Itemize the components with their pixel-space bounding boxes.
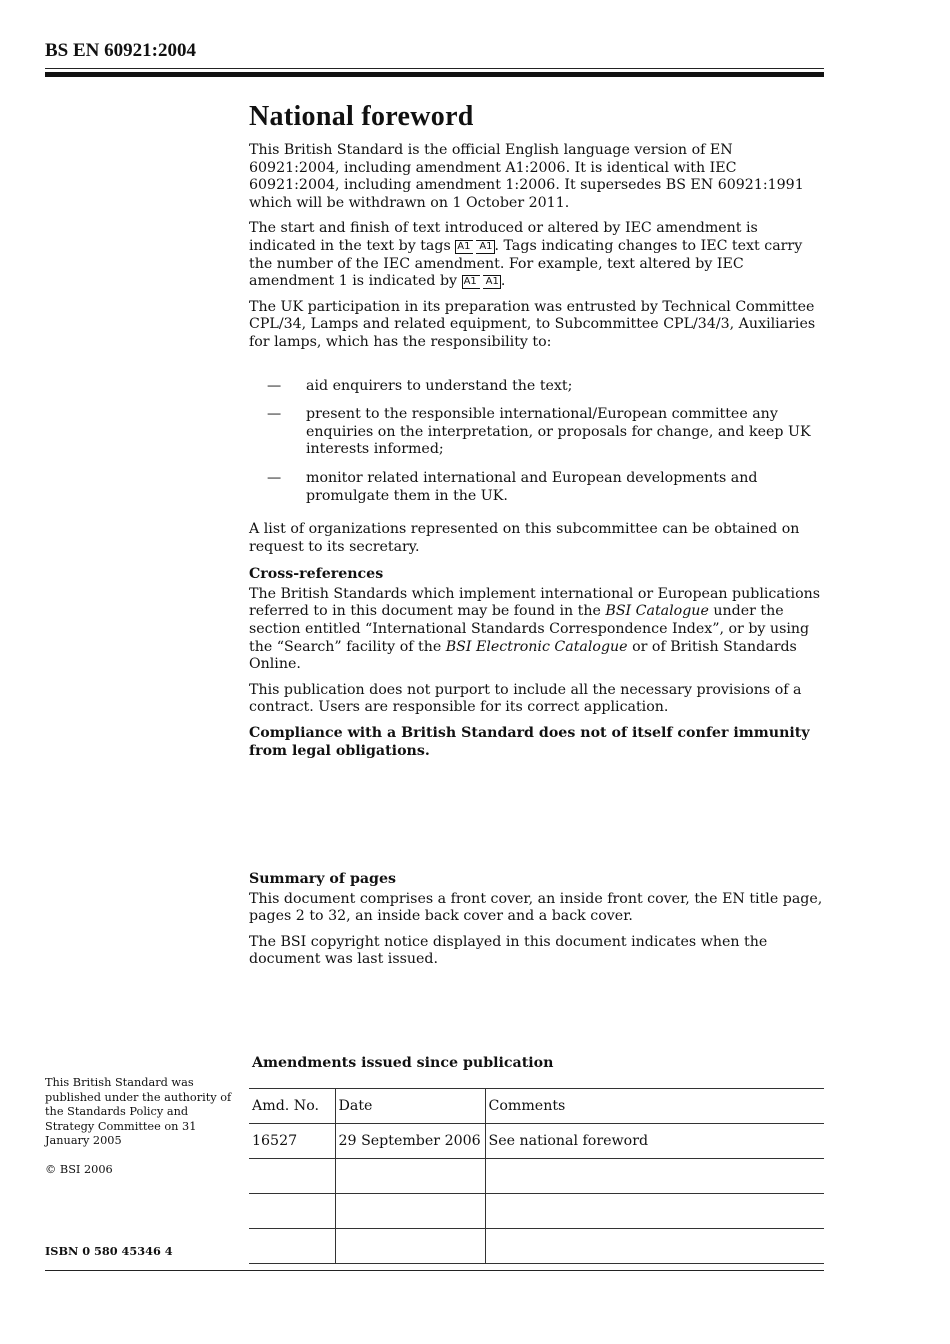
organizations-paragraph: A list of organizations represented on this subcommittee can be obtained on request to its secretary.	[249, 521, 800, 555]
cross-references-heading: Cross-references	[249, 566, 384, 583]
dash-icon: —	[267, 377, 282, 394]
amendment-tags-paragraph	[249, 220, 824, 290]
bsi-electronic-catalogue-title: BSI Electronic Catalogue	[445, 638, 628, 655]
summary-pages-paragraph: This document comprises a front cover, an inside front cover, the EN title page, pages 2 to 32, an inside back cover and a back cover.	[249, 890, 823, 925]
list-item: — present to the responsible international/European committee any enquiries on the interpretation, or proposals for change, and keep UK interests informed;	[267, 406, 811, 458]
cross-references-paragraph: The British Standards which implement international or European publications referred to in this document may be found in the BSI Catalogue under the section entitled “International Standards Correspondence Index”, or by using the “Search” facility of the BSI Electronic Catalogue or of British Standards Online.	[249, 585, 821, 673]
page-title: National foreword	[249, 101, 474, 132]
summary-heading: Summary of pages	[249, 871, 396, 887]
comments-cell: See national foreword	[485, 1124, 824, 1159]
foreword-section	[249, 100, 824, 768]
copyright-line: © BSI 2006	[45, 1162, 113, 1176]
table-row	[249, 1159, 824, 1194]
publication-sidebar	[45, 1076, 235, 1177]
amendments-title: Amendments issued since publication	[252, 1055, 554, 1071]
dash-icon: —	[267, 469, 282, 486]
publication-authority: This British Standard was published under the authority of the Standards Policy and Strategy Committee on 31 January 2005	[45, 1076, 232, 1147]
amendment-close-tag-icon: A1	[476, 240, 494, 254]
summary-section	[249, 871, 824, 977]
header-amd-no: Amd. No.	[249, 1089, 335, 1124]
copyright-notice-paragraph: The BSI copyright notice displayed in this document indicates when the document was last issued.	[249, 933, 768, 968]
document-code: BS EN 60921:2004	[45, 40, 196, 61]
amendment-text-c: .	[500, 273, 506, 290]
header-rule-thick	[45, 72, 824, 77]
amendment-open-tag-icon: A1	[455, 240, 473, 254]
intro-paragraph: This British Standard is the official English language version of EN 60921:2004, including amendment A1:2006. It is identical with IEC 60921:2004, including amendment 1:2006. It supersedes BS EN 60921:1991 which will be withdrawn on 1 October 2011.	[249, 142, 804, 211]
amendment-text-a: The start and finish of text introduced or altered by IEC amendment is indicated in the text by tags	[249, 220, 758, 254]
date-cell: 29 September 2006	[335, 1124, 485, 1159]
list-item: — aid enquirers to understand the text;	[267, 377, 573, 394]
contract-paragraph: This publication does not purport to include all the necessary provisions of a contract. Users are responsible for its correct application.	[249, 681, 802, 716]
responsibilities-list	[249, 378, 824, 506]
committee-paragraph: The UK participation in its preparation was entrusted by Technical Committee CPL/34, Lamps and related equipment, to Subcommittee CPL/34/3, Auxiliaries for lamps, which has the responsibility to:	[249, 298, 816, 350]
footer-rule	[45, 1270, 824, 1271]
amendment-open-tag-icon: A1	[462, 275, 480, 289]
amendment-text-b: . Tags indicating changes to IEC text carry the number of the IEC amendment. For example, text altered by IEC amendment 1 is indicated by	[249, 237, 803, 290]
table-row	[249, 1229, 824, 1264]
amendment-close-tag-icon: A1	[483, 275, 501, 289]
dash-icon: —	[267, 406, 282, 423]
table-row	[249, 1194, 824, 1229]
header-rule-thin	[45, 68, 824, 69]
amd-no-cell: 16527	[249, 1124, 335, 1159]
isbn: ISBN 0 580 45346 4	[45, 1244, 173, 1258]
header-comments: Comments	[485, 1089, 824, 1124]
compliance-statement: Compliance with a British Standard does not of itself confer immunity from legal obligations.	[249, 725, 810, 759]
list-item: — monitor related international and European developments and promulgate them in the UK.	[267, 469, 758, 504]
table-header-row	[249, 1089, 824, 1124]
header-date: Date	[335, 1089, 485, 1124]
table-row	[249, 1124, 824, 1159]
bsi-catalogue-title: BSI Catalogue	[605, 603, 709, 620]
amendments-table	[249, 1088, 824, 1264]
